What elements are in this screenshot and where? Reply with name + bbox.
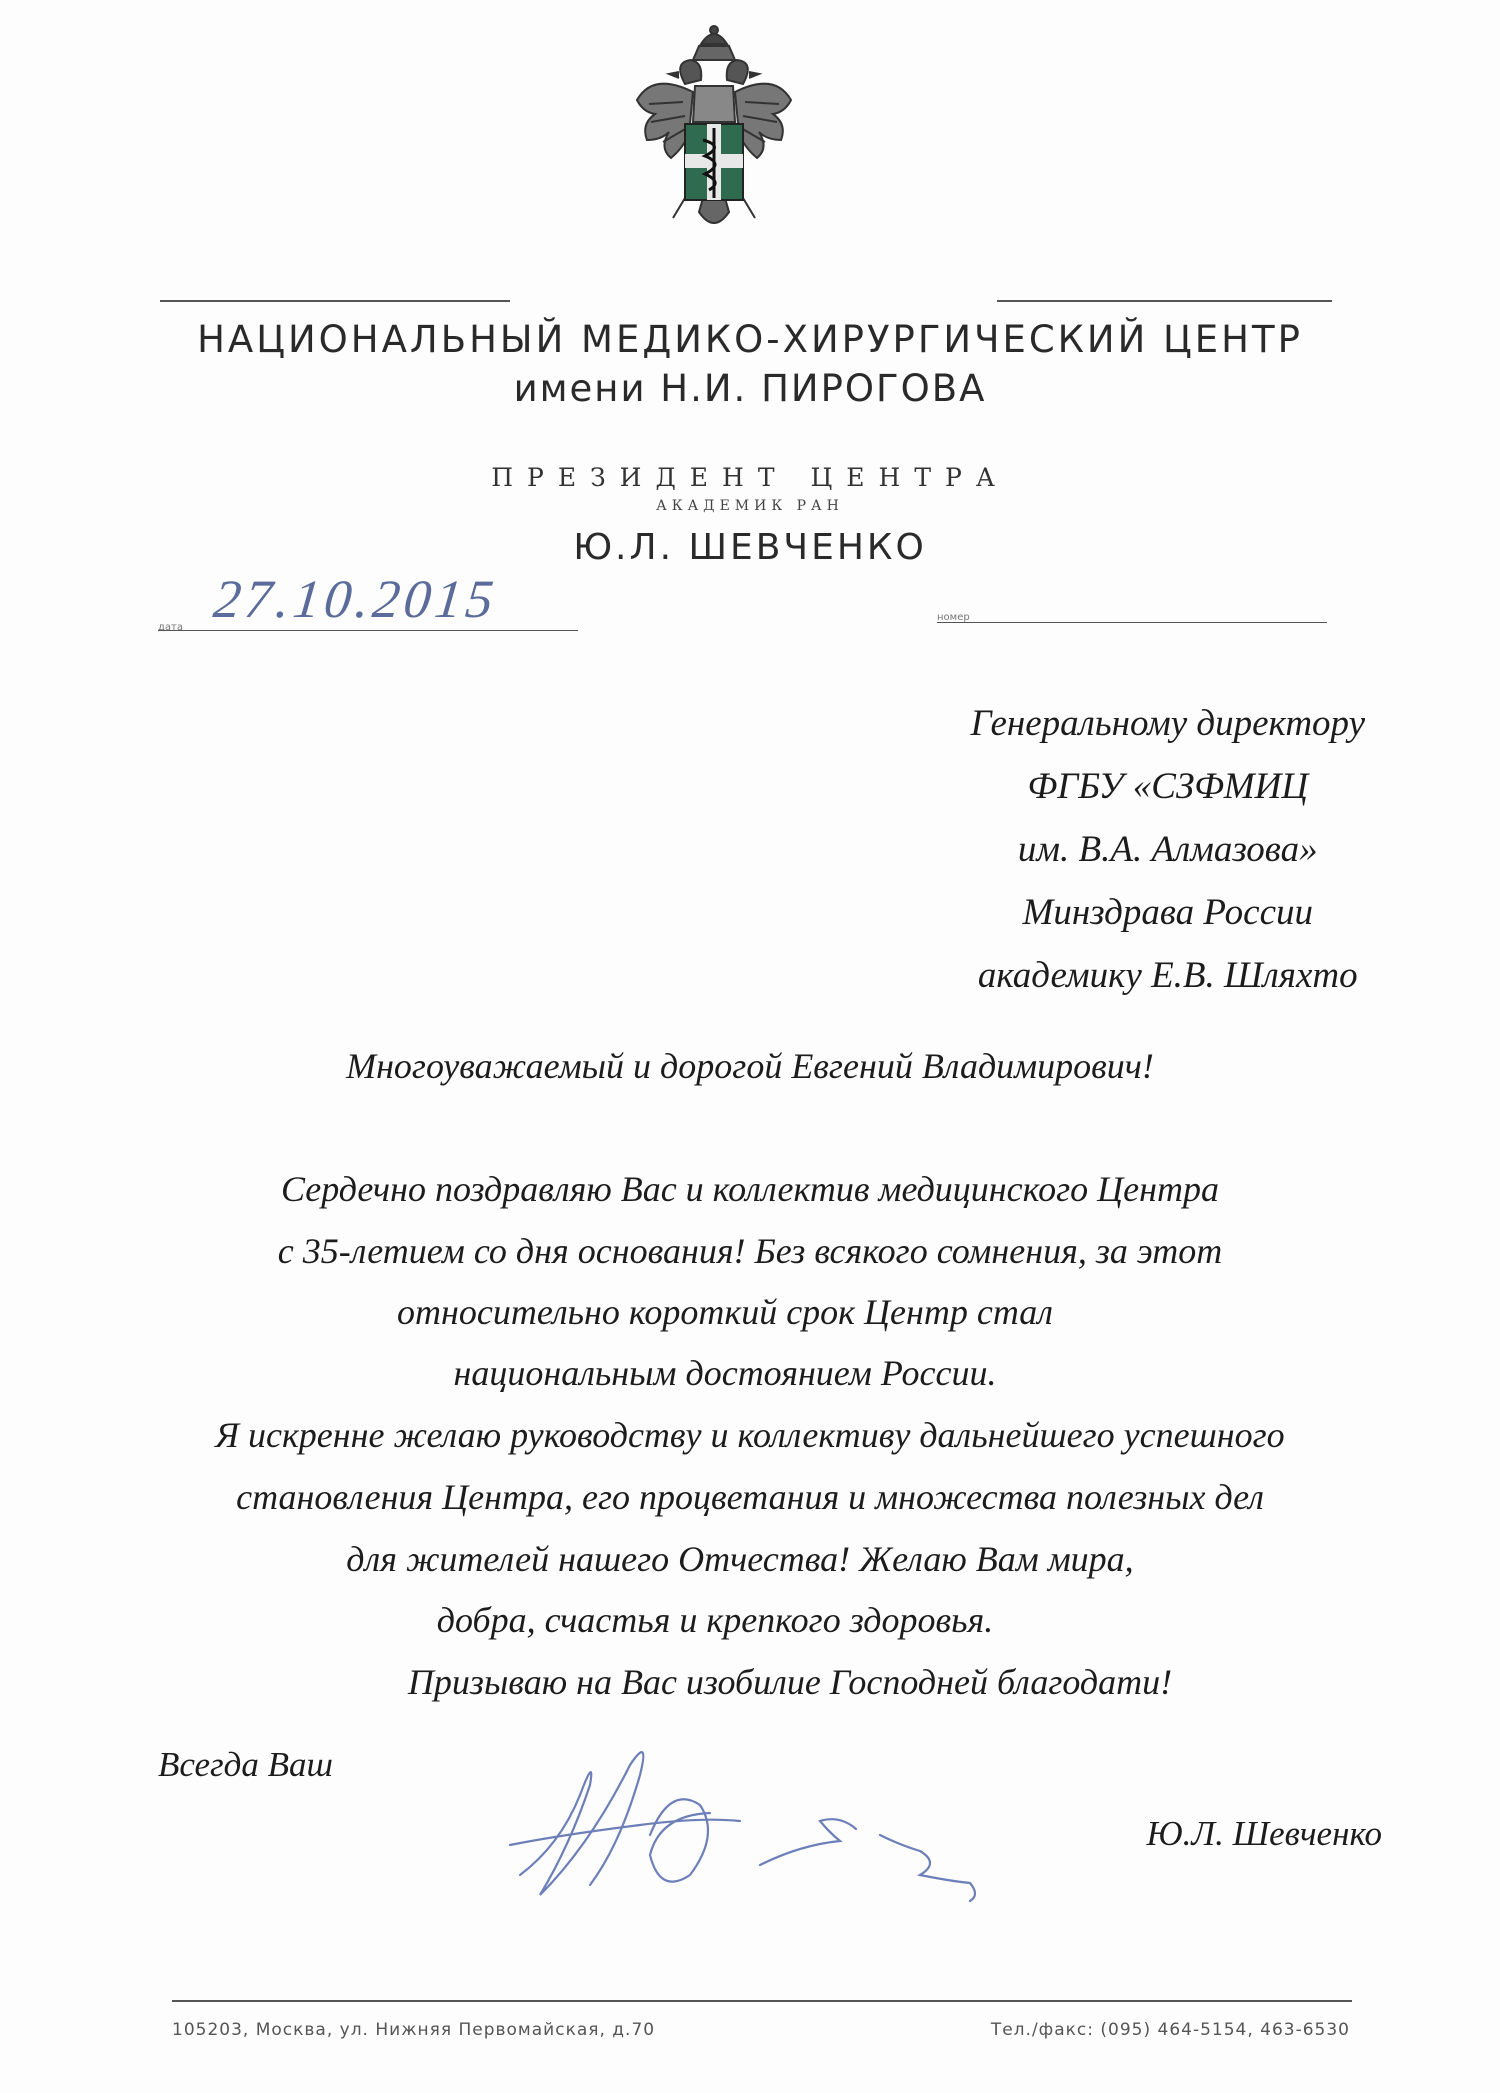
president-name: Ю.Л. ШЕВЧЕНКО [573,527,927,568]
footer-address: 105203, Москва, ул. Нижняя Первомайская, д.70 [172,2020,656,2040]
closing-phrase: Всегда Ваш [158,1745,333,1784]
addressee-block [971,692,1365,1007]
handwritten-signature [500,1725,1020,1915]
addressee-line: академику Е.В. Шляхто [977,955,1358,996]
organization-subtitle: имени Н.И. ПИРОГОВА [513,367,987,410]
organization-name: НАЦИОНАЛЬНЫЙ МЕДИКО-ХИРУРГИЧЕСКИЙ ЦЕНТР [197,318,1303,361]
signatory-name: Ю.Л. Шевченко [1146,1814,1382,1853]
number-label: номер [937,612,970,623]
body-line: с 35-летием со дня основания! Без всякого сомнения, за этот [277,1231,1223,1271]
footer-rule [172,2000,1352,2002]
handwritten-date: 27.10.2015 [210,569,501,629]
body-line: национальным достоянием России. [453,1353,997,1393]
body-line: относительно короткий срок Центр стал [397,1292,1053,1332]
salutation: Многоуважаемый и дорогой Евгений Владимирович! [346,1046,1154,1086]
eagle-emblem-icon [633,22,795,234]
letterhead-rule-left [160,300,510,302]
date-rule [158,630,578,631]
addressee-line: им. В.А. Алмазова» [1017,829,1318,870]
number-rule [937,622,1327,623]
president-title: ПРЕЗИДЕНТ ЦЕНТРА [491,463,1009,492]
body-line: становления Центра, его процветания и множества полезных дел [236,1477,1264,1517]
addressee-line: ФГБУ «СЗФМИЦ [1027,766,1309,807]
body-line: для жителей нашего Отчества! Желаю Вам мира, [346,1539,1134,1579]
letterhead-rule-right [997,300,1332,302]
body-line: Призываю на Вас изобилие Господней благодати! [407,1662,1173,1702]
body-line: добра, счастья и крепкого здоровья. [436,1600,994,1640]
addressee-line: Генеральному директору [970,703,1365,744]
footer-phone: Тел./факс: (095) 464-5154, 463-6530 [990,2020,1350,2040]
body-line: Я искренне желаю руководству и коллективу дальнейшего успешного [215,1415,1285,1455]
date-label: дата [158,622,183,633]
body-line: Сердечно поздравляю Вас и коллектив медицинского Центра [281,1169,1219,1209]
addressee-line: Минздрава России [1022,892,1314,933]
president-rank: АКАДЕМИК РАН [656,498,844,514]
